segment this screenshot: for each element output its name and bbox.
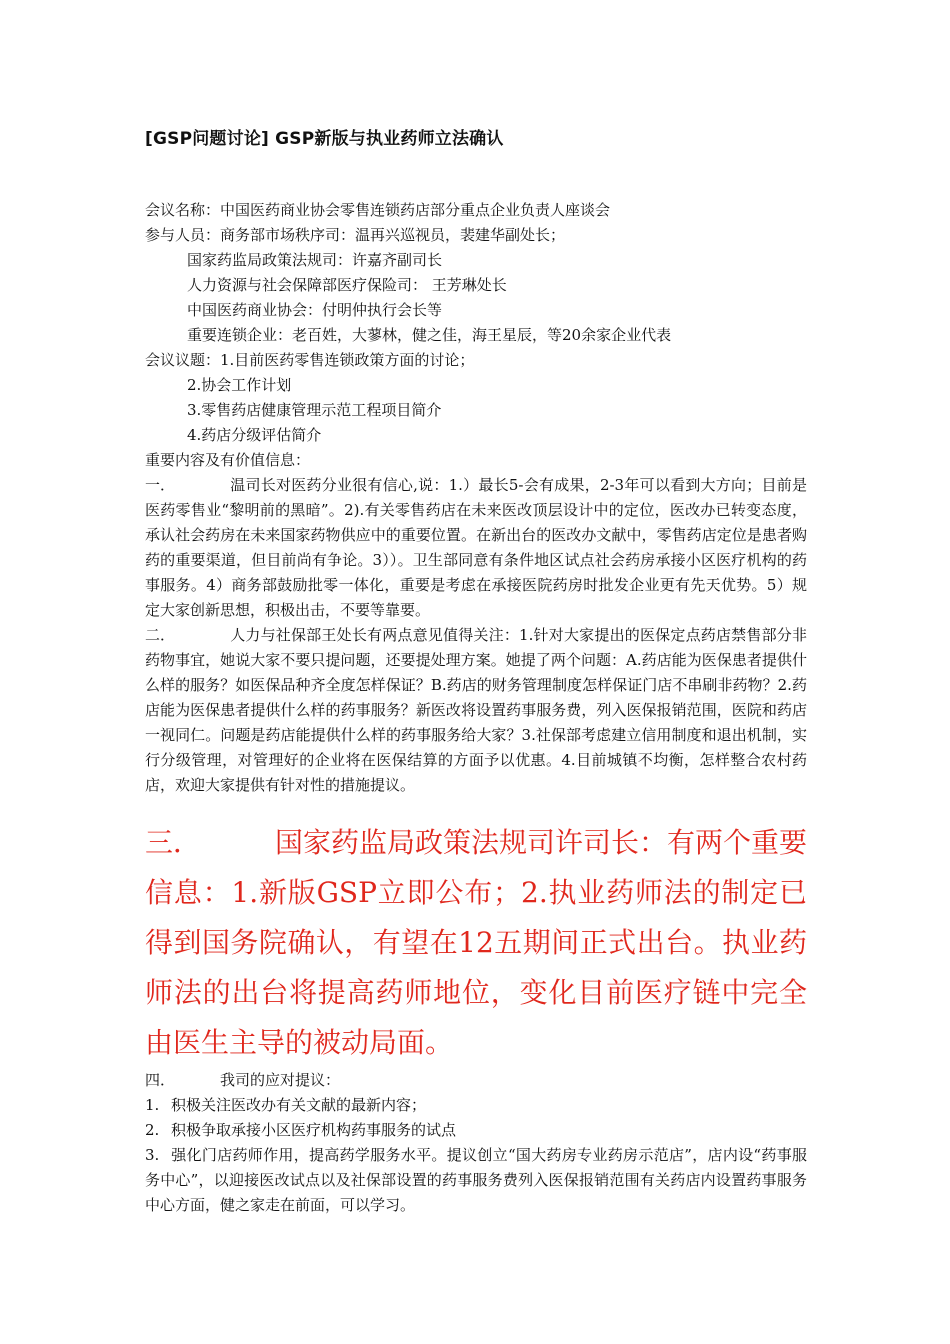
section-four-number: 四． (145, 1071, 176, 1089)
proposal-number: 3. (145, 1146, 160, 1164)
document-title: [GSP问题讨论] GSP新版与执业药师立法确认 (145, 129, 504, 149)
section-four (145, 1068, 807, 1218)
proposal-text: 积极争取承接小区医疗机构药事服务的试点 (171, 1121, 457, 1139)
proposal-number: 2. (145, 1121, 160, 1139)
participant-item: 中国医药商业协会：付明仲执行会长等 (187, 301, 443, 319)
topic-item: 2.协会工作计划 (187, 376, 292, 394)
participant-item: 国家药监局政策法规司：许嘉齐副司长 (187, 251, 443, 269)
meeting-name: 会议名称：中国医药商业协会零售连锁药店部分重点企业负责人座谈会 (145, 201, 611, 219)
proposal-item (145, 1093, 807, 1118)
participant-item: 重要连锁企业：老百姓，大蓼林，健之佳，海王星辰，等20余家企业代表 (187, 326, 672, 344)
section-one-text: 温司长对医药分业很有信心,说：1.）最长5-会有成果，2-3年可以看到大方向；目前是医药零售业“黎明前的黑暗”。2).有关零售药店在未来医改顶层设计中的定位，医改办已转变态度，承认社会药房在未来国家药物供应中的重要位置。在新出台的医改办文献中，零售药店定位是患者购药的重要渠道，但目前尚有争论。3））。卫生部同意有条件地区试点社会药房承接小区医疗机构的药事服务。4）商务部鼓励批零一体化，重要是考虑在承接医院药房时批发企业更有先天优势。5）规定大家创新思想，积极出击，不要等靠要。 (145, 476, 807, 619)
section-four-heading (145, 1068, 807, 1093)
participant-item: 人力资源与社会保障部医疗保险司： 王芳琳处长 (187, 276, 507, 294)
proposal-text: 积极关注医改办有关文献的最新内容； (171, 1096, 427, 1114)
section-three-number: 三． (145, 826, 202, 859)
section-three-text: 国家药监局政策法规司许司长：有两个重要信息：1.新版GSP立即公布；2.执业药师法的制定已得到国务院确认，有望在12五期间正式出台。执业药师法的出台将提高药师地位，变化目前医疗链中完全由医生主导的被动局面。 (145, 826, 808, 1059)
topic-item: 3.零售药店健康管理示范工程项目简介 (187, 401, 442, 419)
section-one (145, 473, 807, 623)
important-heading: 重要内容及有价值信息： (145, 451, 311, 469)
proposal-item (145, 1143, 807, 1218)
topic-item: 4.药店分级评估简介 (187, 426, 322, 444)
proposal-text: 强化门店药师作用，提高药学服务水平。提议创立“国大药房专业药房示范店”，店内设“药事服务中心”，以迎接医改试点以及社保部设置的药事服务费列入医保报销范围有关药店内设置药事服务中心方面，健之家走在前面，可以学习。 (145, 1146, 807, 1214)
section-two (145, 623, 807, 798)
meeting-info (145, 198, 807, 798)
section-two-text: 人力与社保部王处长有两点意见值得关注：1.针对大家提出的医保定点药店禁售部分非药物事宜，她说大家不要只提问题，还要提处理方案。她提了两个问题：A.药店能为医保患者提供什么样的服务？如医保品种齐全度怎样保证？B.药店的财务管理制度怎样保证门店不串刷非药物？2.药店能为医保患者提供什么样的药事服务？新医改将设置药事服务费，列入医保报销范围，医院和药店一视同仁。问题是药店能提供什么样的药事服务给大家？3.社保部考虑建立信用制度和退出机制，实行分级管理，对管理好的企业将在医保结算的方面予以优惠。4.目前城镇不均衡，怎样整合农村药店，欢迎大家提供有针对性的措施提议。 (145, 626, 807, 794)
participants-line: 参与人员：商务部市场秩序司：温再兴巡视员，裴建华副处长； (145, 226, 566, 244)
topics-line: 会议议题：1.目前医药零售连锁政策方面的讨论； (145, 351, 475, 369)
proposal-number: 1. (145, 1096, 160, 1114)
section-three-highlight (145, 818, 807, 1068)
section-two-number: 二． (145, 626, 176, 644)
proposal-item (145, 1118, 807, 1143)
section-four-text: 我司的应对提议： (220, 1071, 341, 1089)
section-one-number: 一． (145, 476, 176, 494)
